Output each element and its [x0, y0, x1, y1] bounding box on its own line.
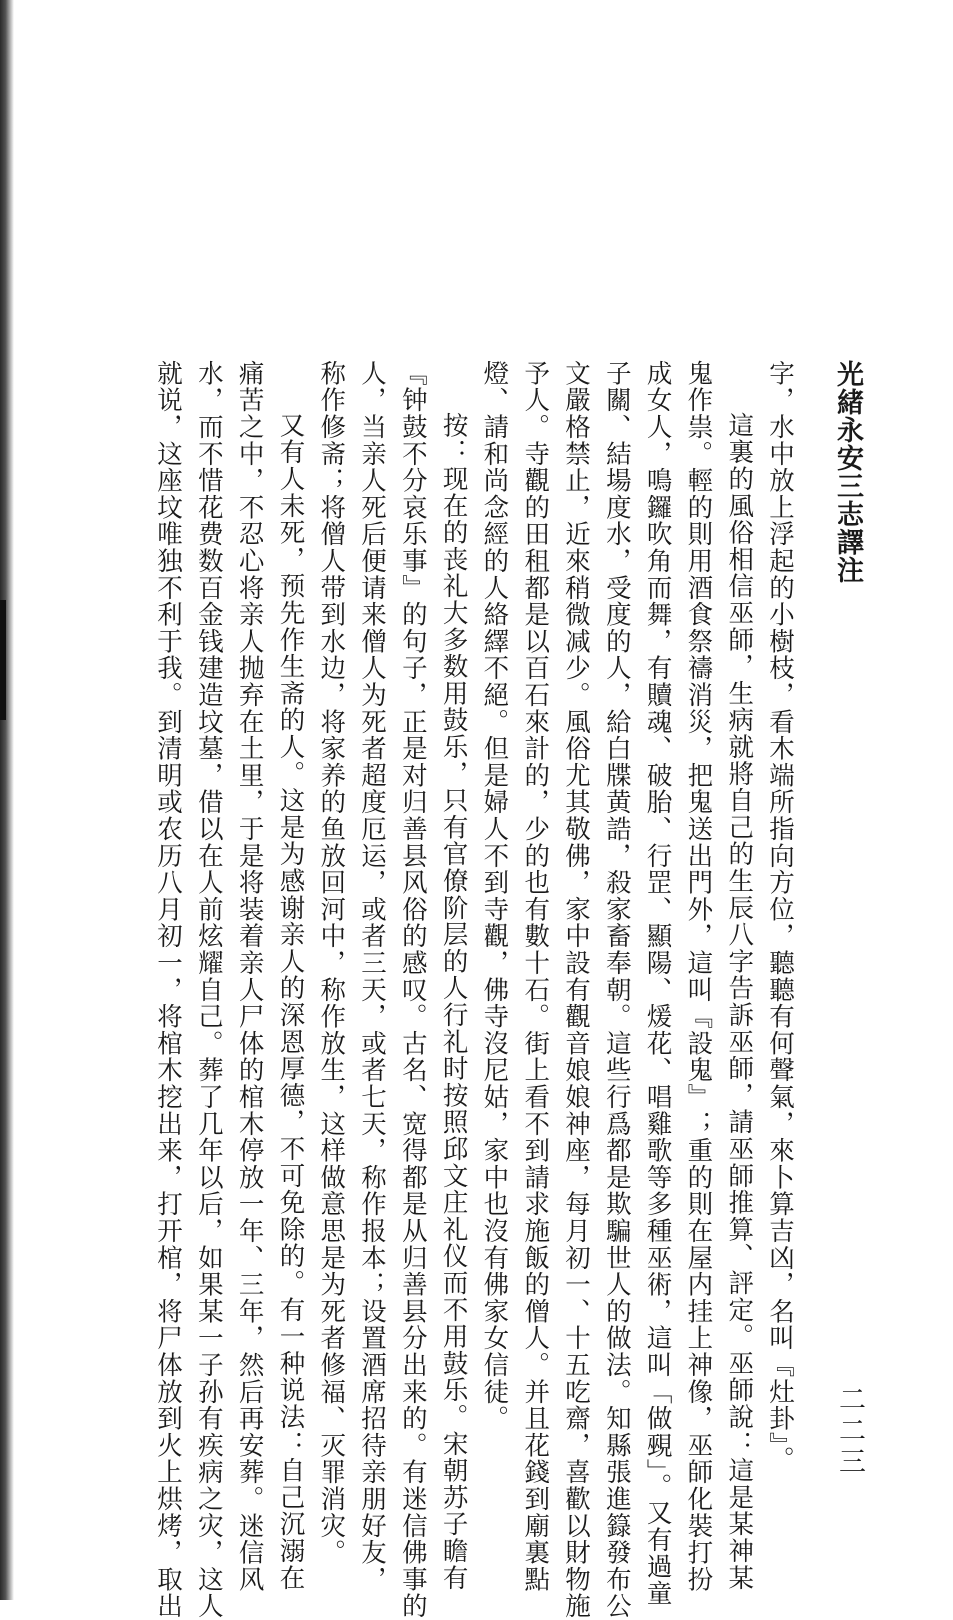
- text-line: 水，而不惜花费数百金钱建造坟墓，借以在人前炫耀自己。葬了几年以后，如果某一子孙有疾病之灾，这人: [193, 360, 224, 1620]
- text-line: 『钟鼓不分哀乐事』的句子，正是对归善县风俗的感叹。古名、宽得都是从归善县分出来的。有迷信佛事的: [397, 360, 428, 1620]
- text-line: 鬼作祟。輕的則用酒食祭禱消災，把鬼送出門外，這叫『設鬼』；重的則在屋内挂上神像，巫師化裝打扮: [683, 360, 714, 1593]
- text-line: 就说，这座坟唯独不利于我。到清明或农历八月初一，将棺木挖出来，打开棺，将尸体放到火上烘烤，取出: [153, 360, 184, 1620]
- body-text: [148, 360, 800, 1620]
- text-line: 称作修斋；将僧人带到水边，将家养的鱼放回河中，称作放生，这样做意思是为死者修福、灭罪消灾。: [316, 360, 347, 1566]
- text-line: 子關、結場度水，受度的人，給白牒黄誥，殺家畜奉朝。這些行爲都是欺騙世人的做法。知縣張進籙發布公: [601, 360, 632, 1620]
- text-line: 文嚴格禁止，近來稍微减少。風俗尤其敬佛，家中設有觀音娘娘神座，每月初一、十五吃齋，喜歡以財物施: [561, 360, 592, 1620]
- text-line: 燈、請和尚念經的人絡繹不絕。但是婦人不到寺觀，佛寺沒尼姑，家中也沒有佛家女信徒。: [479, 360, 510, 1432]
- scan-edge-mark: [0, 600, 6, 720]
- text-line: 又有人未死，预先作生斋的人。这是为感谢亲人的深恩厚德，不可免除的。有一种说法：自己沉溺在: [275, 412, 306, 1592]
- scan-edge-shadow: [0, 0, 14, 1600]
- text-line: 按：现在的丧礼大多数用鼓乐，只有官僚阶层的人行礼时按照邱文庄礼仪而不用鼓乐。宋朝苏子瞻有: [438, 412, 469, 1592]
- running-title: 光緒永安三志譯注: [832, 360, 863, 584]
- text-line: 成女人，鳴鑼吹角而舞，有贖魂、破胎、行罡、顯陽、煖花、唱雞歌等多種巫術，這叫「做覡」。又有過童: [642, 360, 673, 1607]
- text-line: 字，水中放上浮起的小樹枝，看木端所指向方位，聽聽有何聲氣，來卜算吉凶，名叫『灶卦』。: [765, 360, 795, 1473]
- text-line: 痛苦之中，不忍心将亲人抛弃在土里，于是将装着亲人尸体的棺木停放一年、三年，然后再安葬。迷信风: [234, 360, 265, 1593]
- text-line: 予人。寺觀的田租都是以百石來計的，少的也有數十石。街上看不到請求施飯的僧人。并且花錢到廟裏點: [520, 360, 551, 1593]
- text-line: 這裏的風俗相信巫師，生病就將自己的生辰八字告訴巫師，請巫師推算、評定。巫師說：這是某神某: [724, 412, 755, 1592]
- text-line: 人，当亲人死后便请来僧人为死者超度厄运，或者三天，或者七天，称作报本；设置酒席招待亲朋好友，: [357, 360, 388, 1593]
- page-number: 二二三: [834, 1385, 865, 1478]
